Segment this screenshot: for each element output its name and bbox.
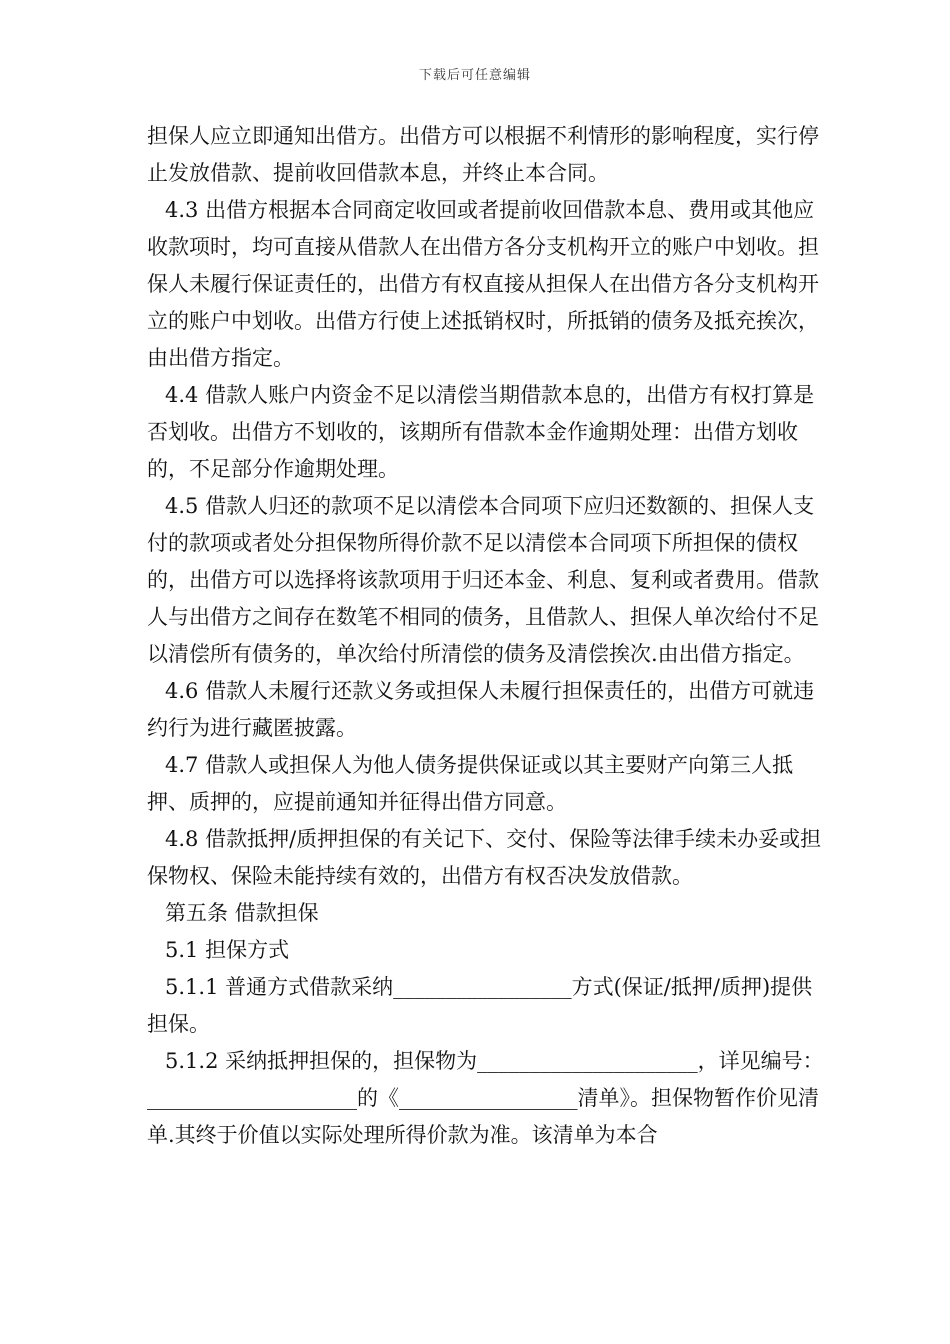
paragraph-4-7: 4.7 借款人或担保人为他人债务提供保证或以其主要财产向第三人抵押、质押的，应提前通知并征得出借方同意。 <box>147 753 794 814</box>
paragraph-5-1-2: 5.1.2 采纳抵押担保的，担保物为_____________________，详见编号：____________________的《_________________清单》。担保物暂作价见清单.其终于价值以实际处理所得价款为准。该清单为本合 <box>147 1049 824 1147</box>
paragraph-4-6: 4.6 借款人未履行还款义务或担保人未履行担保责任的，出借方可就违约行为进行藏匿披露。 <box>147 679 815 740</box>
paragraph-4-4: 4.4 借款人账户内资金不足以清偿当期借款本息的，出借方有权打算是否划收。出借方不划收的，该期所有借款本金作逾期处理：出借方划收的，不足部分作逾期处理。 <box>147 383 815 481</box>
document-body <box>147 118 827 1154</box>
section-heading-article-5: 第五条 借款担保 <box>165 901 319 925</box>
paragraph-4-3: 4.3 出借方根据本合同商定收回或者提前收回借款本息、费用或其他应收款项时，均可直接从借款人在出借方各分支机构开立的账户中划收。担保人未履行保证责任的，出借方有权直接从担保人在出借方各分支机构开立的账户中划收。出借方行使上述抵销权时，所抵销的债务及抵充挨次，由出借方指定。 <box>147 198 819 370</box>
subsection-heading-5-1: 5.1 担保方式 <box>165 938 290 962</box>
paragraph-4-5: 4.5 借款人归还的款项不足以清偿本合同项下应归还数额的、担保人支付的款项或者处分担保物所得价款不足以清偿本合同项下所担保的债权的，出借方可以选择将该款项用于归还本金、利息、复利或者费用。借款人与出借方之间存在数笔不相同的债务，且借款人、担保人单次给付不足以清偿所有债务的，单次给付所清偿的债务及清偿挨次.由出借方指定。 <box>147 494 819 666</box>
paragraph-5-1-1: 5.1.1 普通方式借款采纳_________________方式(保证/抵押/质押)提供担保。 <box>147 975 813 1036</box>
page-header: 下载后可任意编辑 <box>418 68 531 83</box>
paragraph-continuation: 担保人应立即通知出借方。出借方可以根据不利情形的影响程度，实行停止发放借款、提前收回借款本息，并终止本合同。 <box>147 124 819 185</box>
paragraph-4-8: 4.8 借款抵押/质押担保的有关记下、交付、保险等法律手续未办妥或担保物权、保险未能持续有效的，出借方有权否决发放借款。 <box>147 827 822 888</box>
